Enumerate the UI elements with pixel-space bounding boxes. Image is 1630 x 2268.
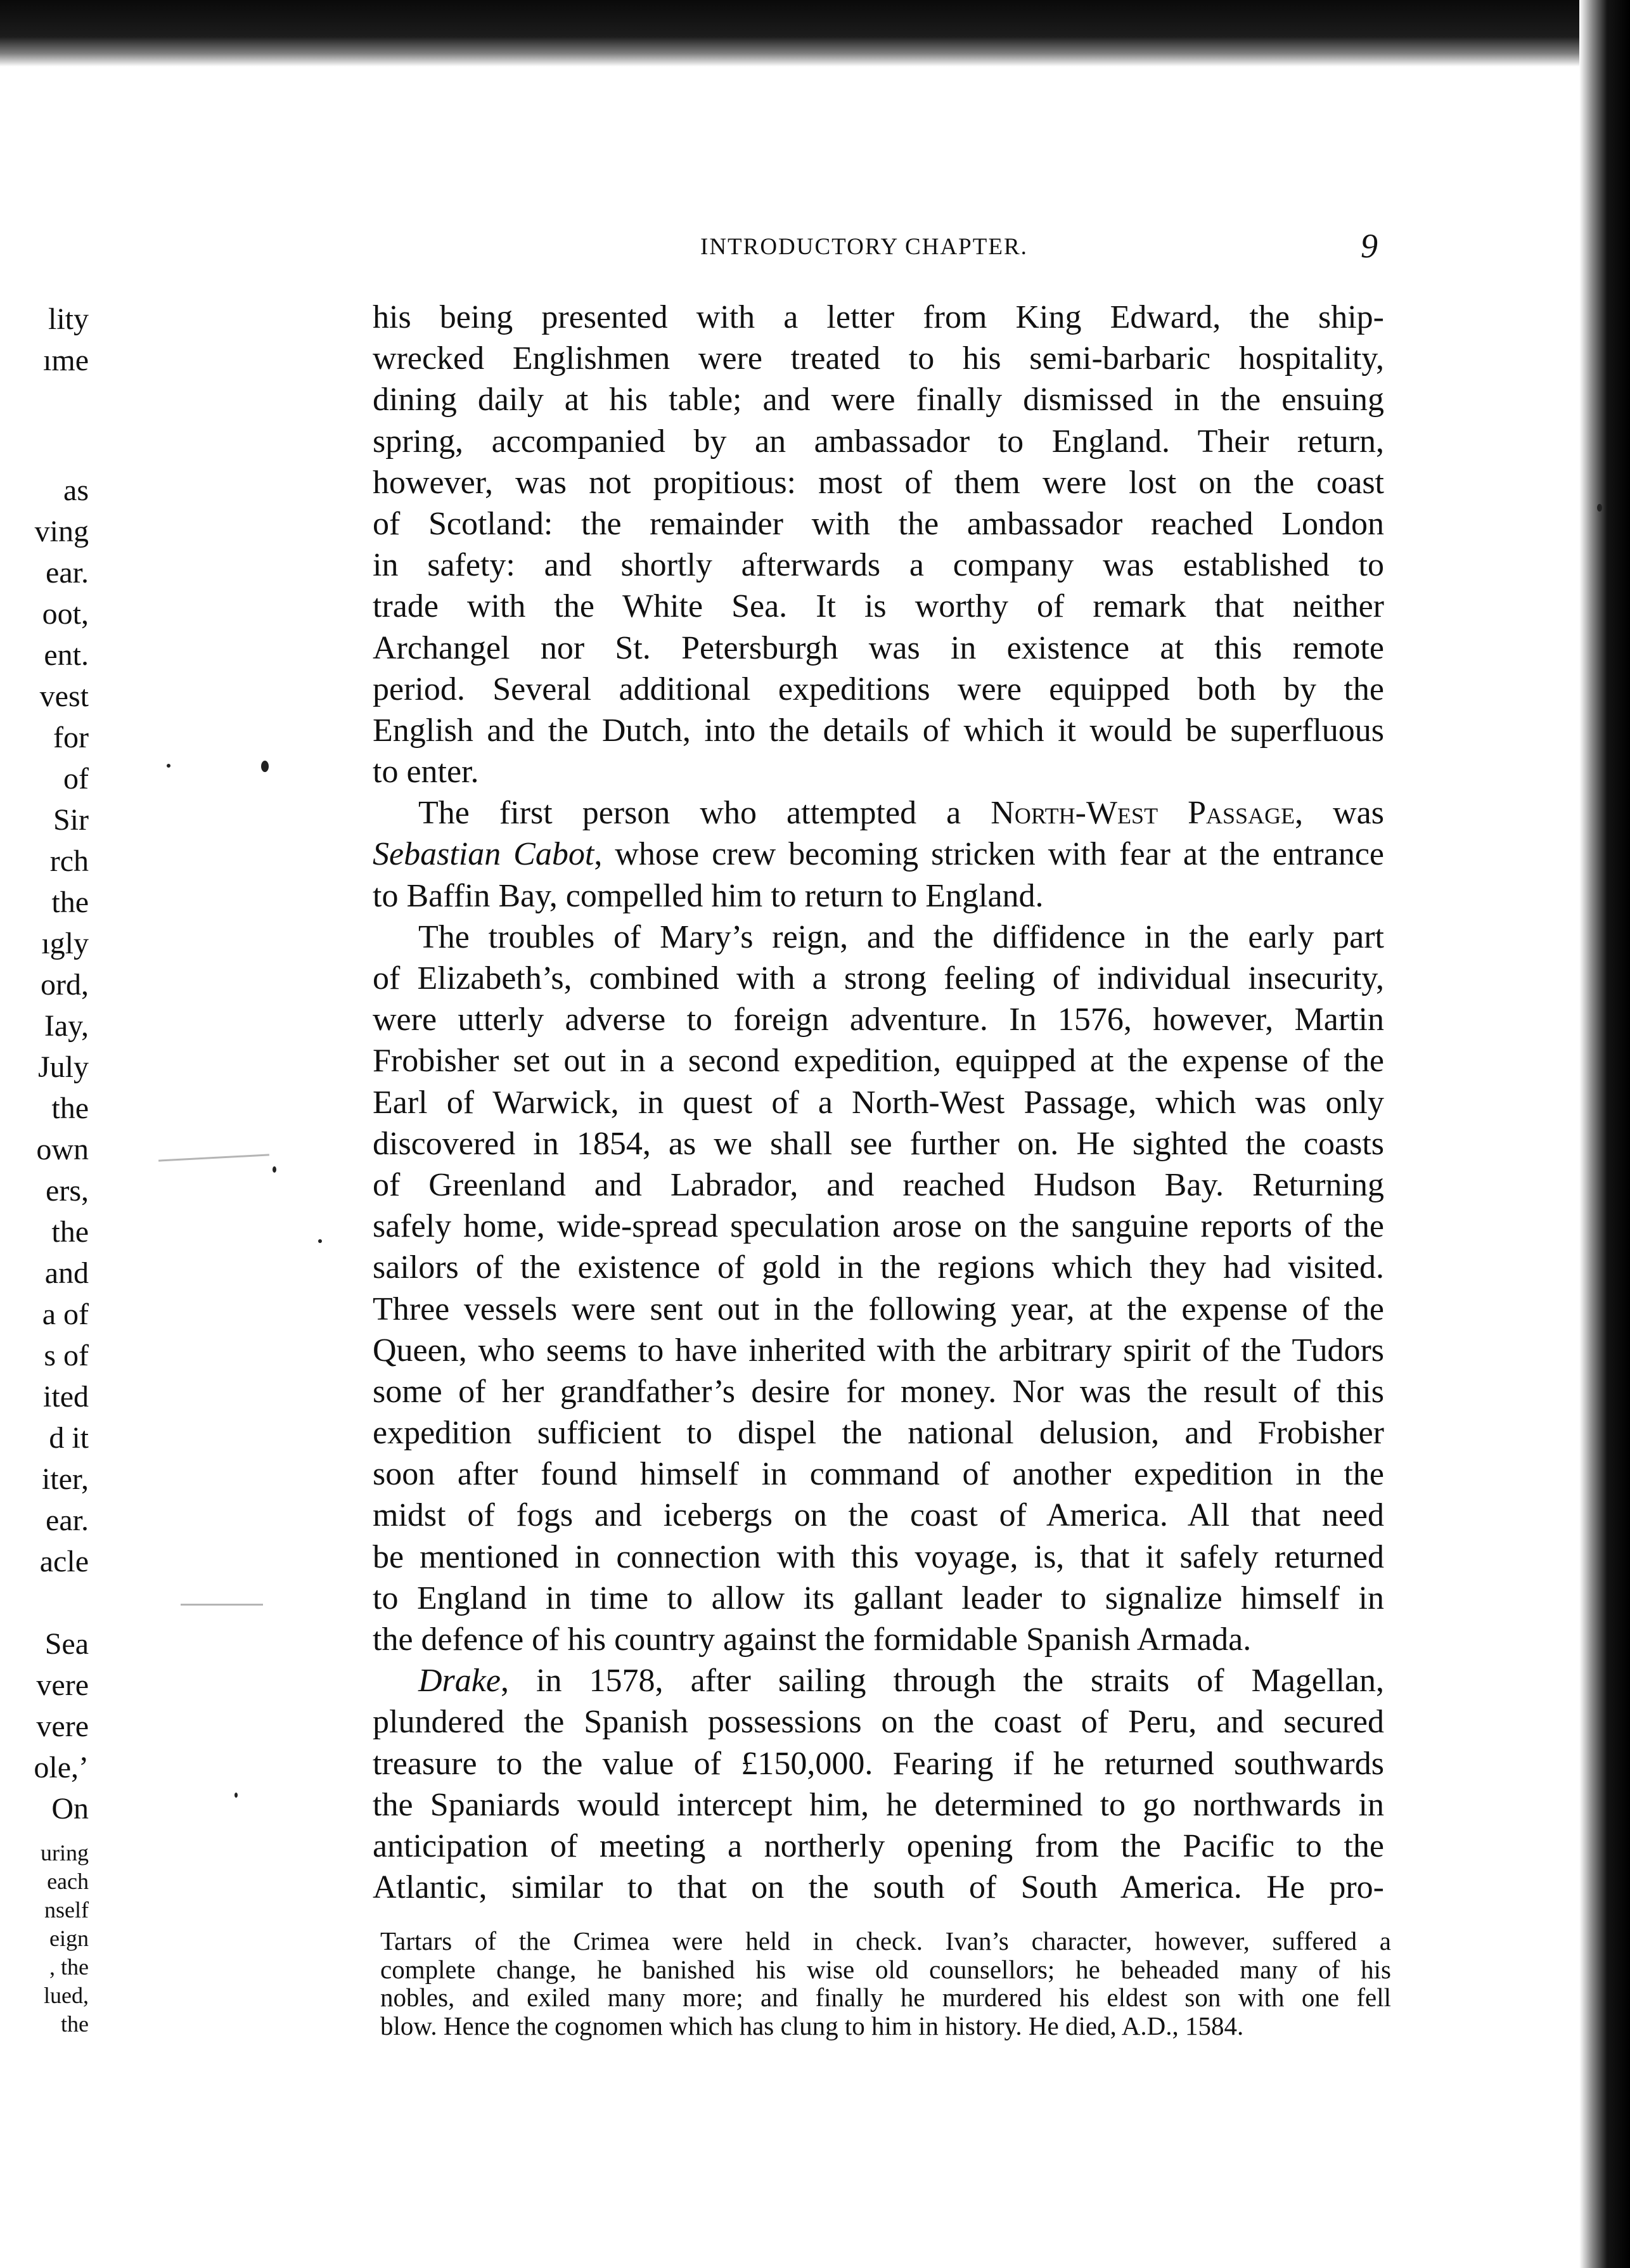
running-head: INTRODUCTORY CHAPTER. (700, 234, 1028, 260)
prev-line: and (44, 1256, 89, 1290)
prev-line: ıgly (41, 927, 89, 960)
text-run: , was (1295, 795, 1384, 832)
small-caps-run: North-West Passage (991, 795, 1295, 832)
ink-speck (261, 761, 269, 772)
text-line: soon after found himself in command of another expedition in the (373, 1456, 1384, 1493)
text-line: Atlantic, similar to that on the south of South America. He pro- (373, 1869, 1384, 1906)
prev-line: the (51, 1092, 89, 1125)
prev-line: of (63, 762, 89, 796)
prev-line: a of (42, 1298, 89, 1331)
text-line: treasure to the value of £150,000. Fearing if he returned southwards (373, 1745, 1384, 1782)
text-line: plundered the Spanish possessions on the coast of Peru, and secured (373, 1704, 1384, 1741)
text-line: midst of fogs and icebergs on the coast of America. All that need (373, 1497, 1384, 1534)
text-line: sailors of the existence of gold in the regions which they had visited. (373, 1249, 1384, 1286)
text-line: period. Several additional expeditions were equipped both by the (373, 671, 1384, 707)
text-line (373, 792, 1384, 834)
text-line: spring, accompanied by an ambassador to England. Their return, (373, 423, 1384, 460)
ink-speck (167, 764, 170, 768)
text-line: his being presented with a letter from King Edward, the ship- (373, 299, 1384, 335)
body-text (373, 297, 1384, 1908)
prev-line: own (36, 1133, 89, 1166)
text-line: anticipation of meeting a northerly opening from the Pacific to the (373, 1827, 1384, 1864)
text-line: some of her grandfather’s desire for money. Nor was the result of this (373, 1373, 1384, 1410)
prev-line: ear. (46, 1504, 89, 1537)
footnote-line: complete change, he banished his wise old counsellors; he beheaded many of his (380, 1954, 1391, 1984)
prev-line: acle (39, 1545, 89, 1578)
page-number: 9 (1361, 227, 1378, 265)
prev-line: as (63, 474, 89, 507)
paragraph (373, 792, 1384, 917)
paragraph (373, 1660, 1384, 1908)
text-line: Frobisher set out in a second expedition, equipped at the expense of the (373, 1043, 1384, 1079)
prev-line: ord, (41, 968, 89, 1002)
text-line: of Elizabeth’s, combined with a strong feeling of individual insecurity, (373, 960, 1384, 996)
prev-line: vest (39, 680, 89, 713)
prev-line: the (61, 2011, 89, 2037)
prev-line: nself (44, 1897, 89, 1923)
scan-top-shadow (0, 0, 1630, 67)
text-line (373, 834, 1384, 875)
ink-speck (1597, 504, 1602, 512)
text-line: to England in time to allow its gallant leader to signalize himself in (373, 1580, 1384, 1616)
prev-line: July (37, 1050, 89, 1084)
prev-line: vere (36, 1710, 89, 1743)
footnote-line: nobles, and exiled many more; and finally he murdered his eldest son with one fell (380, 1983, 1391, 2012)
prev-line: the (51, 1215, 89, 1249)
prev-line: iter, (41, 1462, 89, 1496)
text-line: the Spaniards would intercept him, he determined to go northwards in (373, 1786, 1384, 1823)
prev-line: ent. (44, 638, 89, 672)
prev-line: lity (48, 302, 89, 336)
text-line: discovered in 1854, as we shall see further on. He sighted the coasts (373, 1125, 1384, 1162)
prev-line: Sea (44, 1627, 89, 1661)
ink-speck (318, 1239, 322, 1243)
paragraph (373, 297, 1384, 792)
text-line: to Baffin Bay, compelled him to return to England. (373, 877, 1044, 914)
text-line: trade with the White Sea. It is worthy of remark that neither (373, 588, 1384, 625)
footnote-line: Tartars of the Crimea were held in check. Ivan’s character, however, suffered a (380, 1926, 1391, 1956)
prev-line: On (51, 1792, 89, 1826)
text-line: dining daily at his table; and were finally dismissed in the ensuing (373, 382, 1384, 418)
previous-page-fragment (0, 0, 89, 2268)
text-line: Three vessels were sent out in the following year, at the expense of the (373, 1291, 1384, 1327)
text-line: of Greenland and Labrador, and reached Hudson Bay. Returning (373, 1166, 1384, 1203)
prev-line: ole,’ (34, 1751, 89, 1784)
ink-speck (234, 1793, 238, 1798)
prev-line: uring (41, 1840, 89, 1865)
footnote-line: blow. Hence the cognomen which has clung to him in history. He died, A.D., 1584. (380, 2011, 1244, 2040)
footnote (380, 1927, 1391, 2040)
scan-right-edge (1579, 0, 1630, 2268)
text-line: of Scotland: the remainder with the ambassador reached London (373, 505, 1384, 542)
ink-speck (273, 1166, 276, 1173)
text-line: expedition sufficient to dispel the national delusion, and Frobisher (373, 1415, 1384, 1452)
italic-run: Drake (418, 1663, 501, 1699)
text-line: English and the Dutch, into the details of which it would be superfluous (373, 712, 1384, 749)
text-line: be mentioned in connection with this voyage, is, that it safely returned (373, 1538, 1384, 1575)
prev-line: Sir (53, 803, 89, 837)
text-line: Earl of Warwick, in quest of a North-West Passage, which was only (373, 1084, 1384, 1121)
text-line: Archangel nor St. Petersburgh was in existence at this remote (373, 629, 1384, 666)
text-line: to enter. (373, 754, 479, 790)
text-line: the defence of his country against the formidable Spanish Armada. (373, 1621, 1252, 1658)
prev-line: ear. (46, 556, 89, 590)
prev-line: ers, (46, 1174, 89, 1208)
prev-line: oot, (42, 597, 89, 631)
prev-line: eign (49, 1926, 89, 1951)
text-run: , whose crew becoming stricken with fear at the entrance (594, 836, 1384, 873)
text-run: The first person who attempted a (418, 795, 991, 832)
text-line: however, was not propitious: most of them were lost on the coast (373, 464, 1384, 501)
prev-line: each (47, 1869, 89, 1894)
text-run: , in 1578, after sailing through the straits of Magellan, (500, 1663, 1384, 1699)
prev-line: ving (34, 515, 89, 548)
prev-line: , the (49, 1954, 89, 1980)
prev-line: d it (49, 1421, 89, 1455)
prev-line: rch (49, 844, 89, 878)
text-line: in safety: and shortly afterwards a company was established to (373, 547, 1384, 584)
text-line: wrecked Englishmen were treated to his semi-barbaric hospitality, (373, 340, 1384, 377)
prev-line: lued, (44, 1983, 89, 2008)
paragraph (373, 917, 1384, 1660)
text-line: The troubles of Mary’s reign, and the diffidence in the early part (418, 918, 1384, 955)
prev-line: ıme (43, 344, 89, 377)
italic-run: Sebastian Cabot (373, 836, 594, 873)
text-line (373, 1660, 1384, 1701)
prev-line: ited (43, 1380, 89, 1414)
prev-line: vere (36, 1668, 89, 1702)
text-line: were utterly adverse to foreign adventure. In 1576, however, Martin (373, 1002, 1384, 1038)
prev-line: the (51, 886, 89, 919)
prev-line: s of (44, 1339, 89, 1372)
prev-line: for (53, 721, 89, 754)
prev-line: Iay, (44, 1009, 89, 1043)
text-line: Queen, who seems to have inherited with the arbitrary spirit of the Tudors (373, 1332, 1384, 1369)
scan-mark (158, 1154, 269, 1161)
text-line: safely home, wide-spread speculation arose on the sanguine reports of the (373, 1208, 1384, 1245)
scan-mark (181, 1604, 263, 1606)
